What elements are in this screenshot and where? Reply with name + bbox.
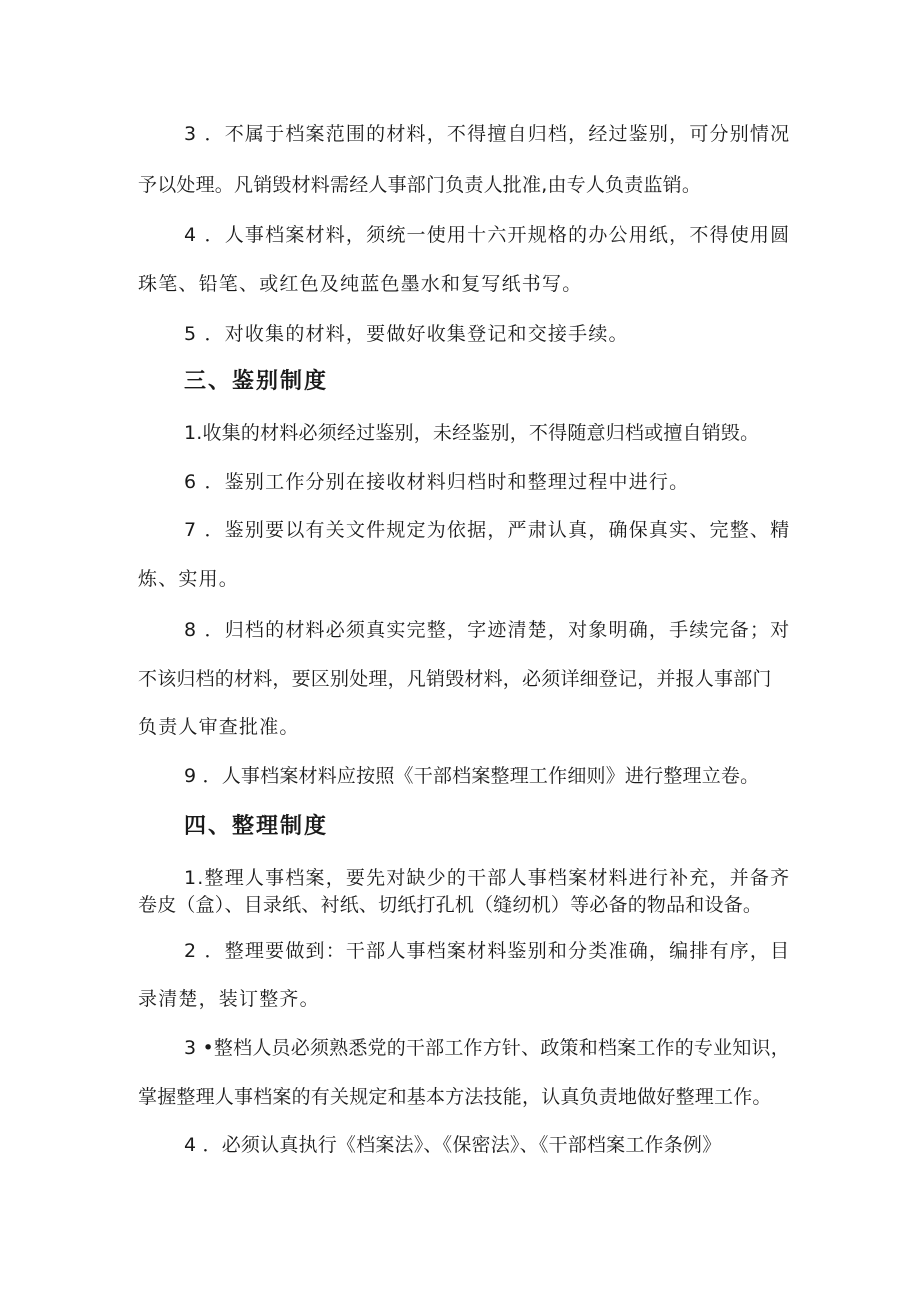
paragraph-line: 4 ．人事档案材料，须统一使用十六开规格的办公用纸，不得使用圆 xyxy=(184,224,791,246)
section-heading: 四、整理制度 xyxy=(184,814,329,839)
paragraph-line: 1.收集的材料必须经过鉴别，未经鉴别，不得随意归档或擅自销毁。 xyxy=(184,422,760,444)
paragraph-line: 9 ．人事档案材料应按照《干部档案整理工作细则》进行整理立卷。 xyxy=(184,765,760,787)
paragraph-line: 珠笔、铅笔、或红色及纯蓝色墨水和复写纸书写。 xyxy=(138,273,583,295)
paragraph-line: 3 ．不属于档案范围的材料，不得擅自归档，经过鉴别，可分别情况 xyxy=(184,123,791,145)
paragraph-line: 4 ．必须认真执行《档案法》、《保密法》、《干部档案工作条例》 xyxy=(184,1134,722,1156)
paragraph-line: 负责人审查批准。 xyxy=(138,716,300,738)
paragraph-line: 炼、实用。 xyxy=(138,568,240,590)
paragraph-line: 卷皮（盒）、目录纸、衬纸、切纸打孔机（缝纫机）等必备的物品和设备。 xyxy=(138,894,763,916)
paragraph-line: 5 ．对收集的材料，要做好收集登记和交接手续。 xyxy=(184,323,629,345)
paragraph-line: 1.整理人事档案，要先对缺少的干部人事档案材料进行补充，并备齐 xyxy=(184,867,791,889)
paragraph-line: 8 ．归档的材料必须真实完整，字迹清楚，对象明确，手续完备；对 xyxy=(184,619,791,641)
paragraph-line: 6 ．鉴别工作分别在接收材料归档时和整理过程中进行。 xyxy=(184,471,690,493)
paragraph-line: 不该归档的材料，要区别处理，凡销毁材料，必须详细登记，并报人事部门 xyxy=(138,668,772,690)
paragraph-line: 2 ．整理要做到：干部人事档案材料鉴别和分类准确，编排有序，目 xyxy=(184,940,791,962)
paragraph-line: 掌握整理人事档案的有关规定和基本方法技能，认真负责地做好整理工作。 xyxy=(138,1086,772,1108)
paragraph-line: 予以处理。凡销毁材料需经人事部门负责人批准,由专人负责监销。 xyxy=(138,174,702,196)
paragraph-line: 7 ．鉴别要以有关文件规定为依据，严肃认真，确保真实、完整、精 xyxy=(184,519,791,541)
section-heading: 三、鉴别制度 xyxy=(184,369,329,394)
paragraph-line: 3 •整档人员必须熟悉党的干部工作方针、政策和档案工作的专业知识， xyxy=(184,1037,790,1059)
paragraph-line: 录清楚，装订整齐。 xyxy=(138,988,320,1010)
